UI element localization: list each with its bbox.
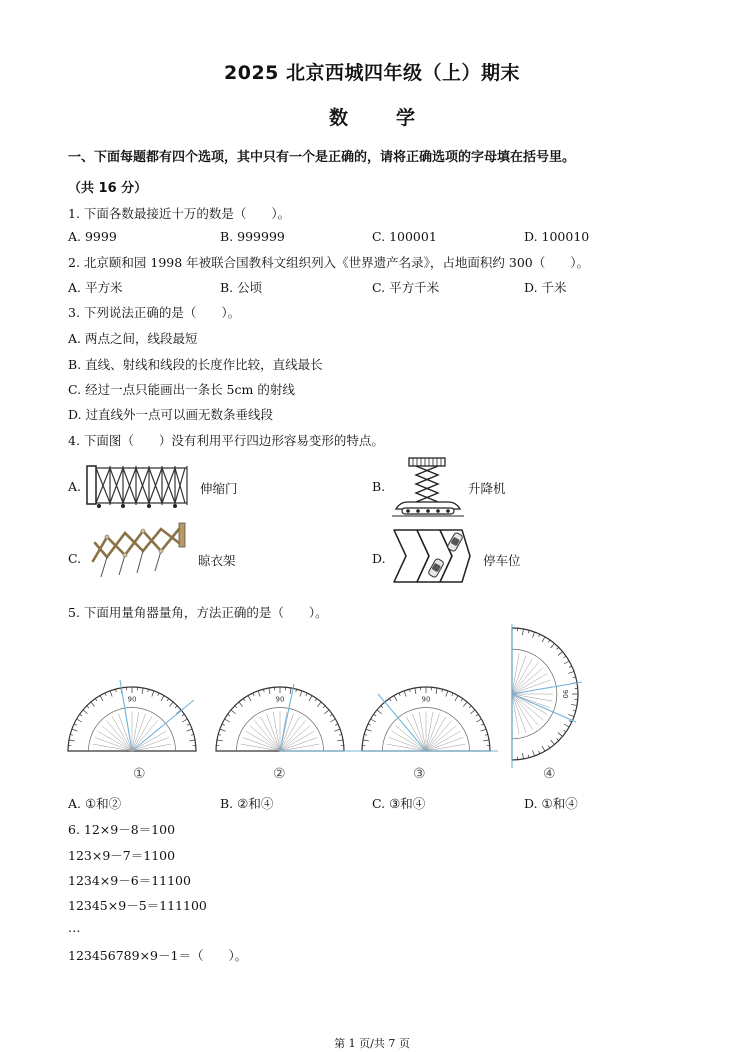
subject-char-2: 学 bbox=[396, 107, 416, 129]
q5-figure-label-2: ② bbox=[273, 766, 286, 782]
q3-option-a: A. 两点之间，线段最短 bbox=[68, 331, 198, 346]
q4-caption-b: 升降机 bbox=[468, 481, 506, 496]
q2-option-c: C. 平方千米 bbox=[372, 280, 440, 295]
q3-option-c: C. 经过一点只能画出一条长 5cm 的射线 bbox=[68, 382, 295, 397]
section-heading: 一、下面每题都有四个选项，其中只有一个是正确的，请将正确选项的字母填在括号里。 bbox=[68, 150, 576, 165]
q4-letter-a: A. bbox=[68, 479, 82, 494]
subject-char-1: 数 bbox=[328, 107, 348, 129]
q4-letter-d: D. bbox=[372, 551, 386, 566]
subject-title bbox=[0, 103, 744, 130]
q2-option-d: D. 千米 bbox=[524, 280, 567, 295]
q2-option-a: A. 平方米 bbox=[68, 280, 123, 295]
svg-text:90: 90 bbox=[421, 695, 431, 704]
svg-text:90: 90 bbox=[275, 695, 285, 704]
page-number: 第 1 页/共 7 页 bbox=[334, 1037, 410, 1050]
q6-last-line: 123456789×9－1＝（ ）。 bbox=[68, 948, 248, 963]
q4-letter-c: C. bbox=[68, 551, 82, 566]
protractor-figure-2 bbox=[212, 680, 348, 752]
section-points: （共 16 分） bbox=[68, 181, 148, 196]
q5-figure-label-3: ③ bbox=[413, 766, 426, 782]
q6-ellipsis: … bbox=[68, 920, 81, 935]
svg-text:90: 90 bbox=[561, 689, 570, 699]
q5-option-d: D. ①和④ bbox=[524, 796, 578, 811]
q6-line-4: 12345×9－5＝111100 bbox=[68, 898, 207, 913]
q5-stem: 5. 下面用量角器量角，方法正确的是（ ）。 bbox=[68, 605, 328, 620]
q5-figure-label-4: ④ bbox=[543, 766, 556, 782]
q1-option-c: C. 100001 bbox=[372, 229, 437, 244]
q1-option-d: D. 100010 bbox=[524, 229, 590, 244]
parking-space-illustration bbox=[392, 528, 472, 584]
q5-option-b: B. ②和④ bbox=[220, 796, 274, 811]
q4-stem: 4. 下面图（ ）没有利用平行四边形容易变形的特点。 bbox=[68, 433, 384, 448]
q6-line-3: 1234×9－6＝11100 bbox=[68, 873, 191, 888]
q2-option-b: B. 公顷 bbox=[220, 280, 263, 295]
drying-rack-illustration bbox=[83, 521, 191, 579]
scissor-lift-illustration bbox=[392, 455, 464, 517]
q6-line-1: 6. 12×9－8＝100 bbox=[68, 822, 176, 837]
q4-caption-a: 伸缩门 bbox=[200, 481, 238, 496]
protractor-figure-1 bbox=[66, 680, 202, 752]
q4-caption-c: 晾衣架 bbox=[198, 553, 236, 568]
q3-stem: 3. 下列说法正确的是（ ）。 bbox=[68, 305, 241, 320]
q5-figure-label-1: ① bbox=[133, 766, 146, 782]
q6-line-2: 123×9－7＝1100 bbox=[68, 848, 176, 863]
q1-option-a: A. 9999 bbox=[68, 229, 117, 244]
page-title: 2025 北京西城四年级（上）期末 bbox=[224, 62, 520, 84]
q1-option-b: B. 999999 bbox=[220, 229, 285, 244]
q4-letter-b: B. bbox=[372, 479, 386, 494]
q1-stem: 1. 下面各数最接近十万的数是（ ）。 bbox=[68, 206, 291, 221]
q3-option-b: B. 直线、射线和线段的长度作比较，直线最长 bbox=[68, 357, 323, 372]
q4-caption-d: 停车位 bbox=[483, 553, 521, 568]
q3-option-d: D. 过直线外一点可以画无数条垂线段 bbox=[68, 407, 274, 422]
svg-text:90: 90 bbox=[127, 695, 137, 704]
q5-option-c: C. ③和④ bbox=[372, 796, 426, 811]
retractable-gate-illustration bbox=[85, 463, 195, 509]
protractor-figure-4 bbox=[508, 624, 588, 768]
q5-option-a: A. ①和② bbox=[68, 796, 122, 811]
q2-stem: 2. 北京颐和园 1998 年被联合国教科文组织列入《世界遗产名录》，占地面积约 300（ ）。 bbox=[68, 255, 589, 270]
protractor-figure-3 bbox=[358, 680, 498, 752]
